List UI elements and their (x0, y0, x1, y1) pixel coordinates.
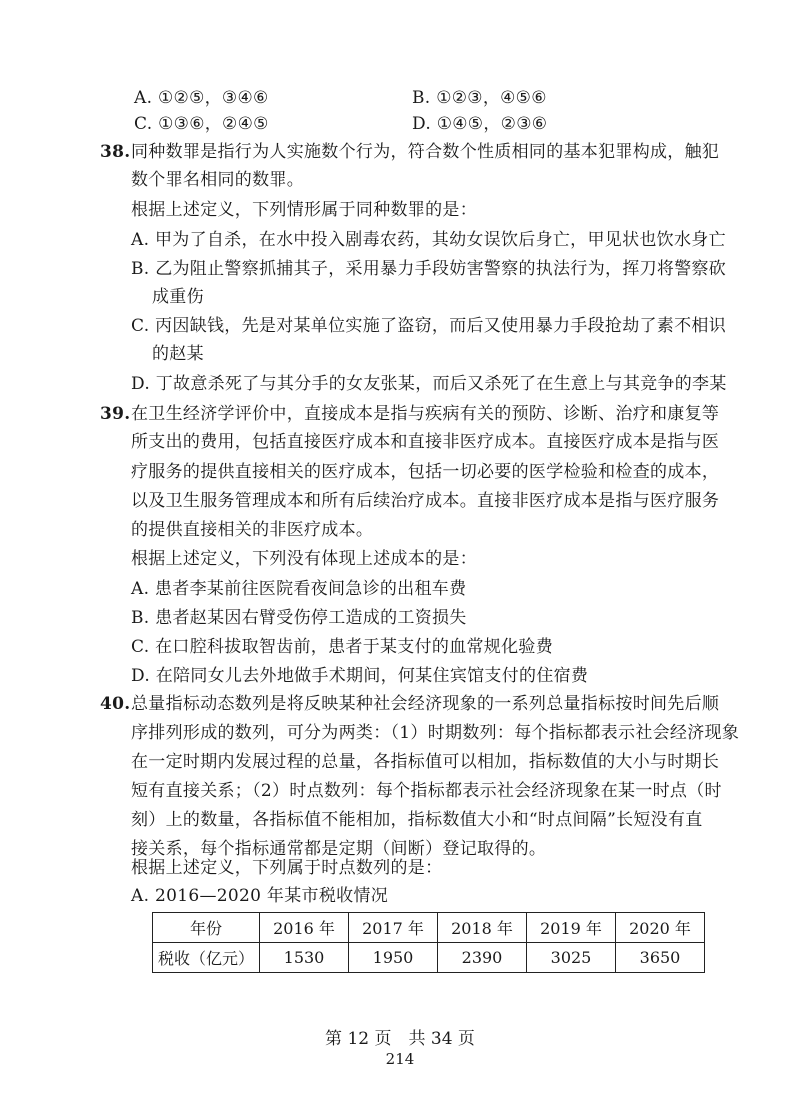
table-header-cell: 2020 年 (616, 913, 705, 943)
question-39-definition-line: 疗服务的提供直接相关的医疗成本，包括一切必要的医学检验和检查的成本， (131, 462, 720, 482)
question-40-number: 40. (100, 694, 131, 714)
table-cell: 3650 (616, 943, 705, 973)
question-39-option-b: B. 患者赵某因右臂受伤停工造成的工资损失 (131, 608, 467, 628)
question-39-definition-line: 所支出的费用，包括直接医疗成本和直接非医疗成本。直接医疗成本是指与医 (131, 432, 720, 452)
question-40-prompt: 根据上述定义，下列属于时点数列的是： (131, 858, 443, 878)
question-38-option-b: B. 乙为阻止警察抓捕其子，采用暴力手段妨害警察的执法行为，挥刀将警察砍 (131, 259, 727, 279)
prev-option-c: C. ①③⑥，②④⑤ (134, 114, 269, 134)
question-40-definition-line: 短有直接关系；（2）时点数列：每个指标都表示社会经济现象在某一时点（时 (131, 781, 722, 801)
table-header-cell: 2017 年 (349, 913, 438, 943)
question-40-option-a: A. 2016—2020 年某市税收情况 (131, 886, 389, 906)
table-row (153, 943, 705, 973)
question-39-definition-line: 的提供直接相关的非医疗成本。 (131, 520, 374, 540)
question-38-prompt: 根据上述定义，下列情形属于同种数罪的是： (131, 200, 477, 220)
table-header-cell: 2016 年 (260, 913, 349, 943)
prev-option-a: A. ①②⑤，③④⑥ (134, 88, 269, 108)
table-header-cell: 2018 年 (438, 913, 527, 943)
question-39-prompt: 根据上述定义，下列没有体现上述成本的是： (131, 549, 477, 569)
page-number: 214 (385, 1050, 415, 1068)
question-38-option-c: C. 丙因缺钱，先是对某单位实施了盗窃，而后又使用暴力手段抢劫了素不相识 (131, 316, 727, 336)
tax-revenue-table (152, 912, 705, 973)
question-39-definition-line: 在卫生经济学评价中，直接成本是指与疾病有关的预防、诊断、治疗和康复等 (131, 404, 720, 424)
question-38-option-d: D. 丁故意杀死了与其分手的女友张某，而后又杀死了在生意上与其竞争的李某 (131, 374, 727, 394)
prev-option-d: D. ①④⑤，②③⑥ (412, 114, 548, 134)
question-39-number: 39. (100, 404, 131, 424)
table-header-row (153, 913, 705, 943)
question-39-option-d: D. 在陪同女儿去外地做手术期间，何某住宾馆支付的住宿费 (131, 666, 589, 686)
page-label: 第 12 页 共 34 页 (325, 1029, 475, 1049)
question-40-definition-line: 刻）上的数量，各指标值不能相加，指标数值大小和“时点间隔”长短没有直 (131, 810, 703, 830)
question-40-definition-line: 在一定时期内发展过程的总量，各指标值可以相加，指标数值的大小与时期长 (131, 752, 720, 772)
question-38-number: 38. (100, 142, 131, 162)
table-header-cell: 2019 年 (527, 913, 616, 943)
question-39-option-a: A. 患者李某前往医院看夜间急诊的出租车费 (131, 579, 467, 599)
question-40-definition-line: 总量指标动态数列是将反映某种社会经济现象的一系列总量指标按时间先后顺 (131, 694, 720, 714)
prev-option-b: B. ①②③，④⑤⑥ (412, 88, 547, 108)
question-39-definition-line: 以及卫生服务管理成本和所有后续治疗成本。直接非医疗成本是指与医疗服务 (131, 491, 720, 511)
table-cell: 2390 (438, 943, 527, 973)
question-40-definition-line: 序排列形成的数列，可分为两类：（1）时期数列：每个指标都表示社会经济现象 (131, 723, 740, 743)
question-38-option-a: A. 甲为了自杀，在水中投入剧毒农药，其幼女误饮后身亡，甲见状也饮水身亡 (131, 230, 726, 250)
table-cell: 3025 (527, 943, 616, 973)
question-38-option-c-cont: 的赵某 (152, 344, 204, 364)
question-39-option-c: C. 在口腔科拔取智齿前，患者于某支付的血常规化验费 (131, 637, 554, 657)
question-38-option-b-cont: 成重伤 (152, 287, 204, 307)
question-40-definition-line: 接关系，每个指标通常都是定期（间断）登记取得的。 (131, 839, 547, 859)
table-cell: 1950 (349, 943, 438, 973)
question-38-definition-line: 数个罪名相同的数罪。 (131, 170, 304, 190)
table-header-cell: 年份 (153, 913, 260, 943)
table-cell: 税收（亿元） (153, 943, 260, 973)
table-cell: 1530 (260, 943, 349, 973)
question-38-definition-line: 同种数罪是指行为人实施数个行为，符合数个性质相同的基本犯罪构成，触犯 (131, 142, 720, 162)
